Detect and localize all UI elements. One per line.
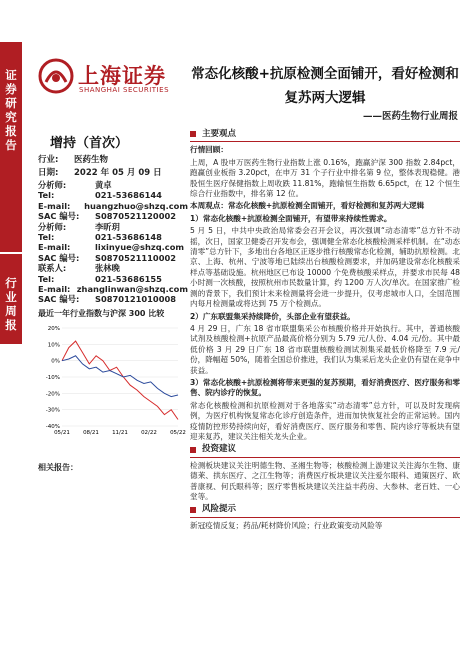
section-heading bbox=[190, 444, 460, 457]
analyst-value: zhanglinwan@shzq.com bbox=[76, 284, 188, 295]
section-heading-text: 风险提示 bbox=[202, 504, 237, 515]
meta-key: 日期: bbox=[38, 168, 59, 178]
analyst-key: 分析师: bbox=[38, 180, 67, 190]
section-paragraph: 新冠疫情反复；药品/耗材降价风险；行业政策变动风险等 bbox=[190, 520, 383, 530]
section-paragraph: 常态化核酸检测和抗原检测对于各地落实“动态清零”总方针，可以及时发现病例，为医疗机构恢复常态化诊疗创造条件，进而加快恢复社会的正常运转。国内疫情防控形势持续向好，看好消费医疗、医疗服务和零售、院内诊疗等板块有望迎来复苏，建议关注相关龙头企业。 bbox=[190, 400, 460, 441]
meta-row bbox=[38, 154, 178, 167]
analyst-key: SAC 编号: bbox=[38, 211, 80, 222]
sidebar-bottom-label: 行业周报 bbox=[5, 276, 17, 332]
analyst-row bbox=[38, 263, 188, 273]
meta-value: 2022 年 05 月 09 日 bbox=[74, 168, 162, 178]
chart-ytick-label: 10% bbox=[47, 342, 60, 349]
index-comparison-chart bbox=[38, 308, 184, 448]
chart-series-line bbox=[62, 341, 178, 419]
chart-ytick-label: -40% bbox=[45, 424, 60, 430]
shanghai-securities-logo-icon bbox=[38, 58, 74, 94]
analyst-key: Tel: bbox=[38, 273, 55, 284]
analyst-value: 张林晚 bbox=[95, 263, 120, 274]
analyst-row bbox=[38, 222, 188, 232]
report-title: 常态化核酸+抗原检测全面铺开，看好检测和复苏两大逻辑 bbox=[191, 66, 459, 106]
chart-xtick-label: 02/22 bbox=[141, 430, 157, 436]
main-content bbox=[190, 127, 460, 533]
section-paragraph: 4 月 29 日，广东 18 省市联盟集采公布核酸价格并开始执行。其中，普通核酸试剂及核酸检测+抗原产品最高价格分别为 5.79 元/人份、4.04 元/份。其中最低价格 3 月 29 日广东 18 省市联盟核酸检测试剂集采最低价格降至 7.9 元/份，降幅超 50%，随着全国总价推进，我们认为集采后龙头企业仍有望在竞争中获益。 bbox=[190, 323, 460, 375]
analyst-value: S0870121010008 bbox=[95, 294, 177, 305]
section-heading-text: 投资建议 bbox=[202, 444, 237, 455]
section-paragraph: 上周，A 股申万医药生物行业指数上涨 0.16%，跑赢沪深 300 指数 2.84pct，跑赢创业板指 3.20pct，在申万 31 个子行业中排名第 9 位，整体表现稳健。港股恒生医疗保健指数上周收跌 11.81%，跑输恒生指数 6.65pct，在 12 个恒生综合行业指数中，排名第 12 位。 bbox=[190, 157, 460, 199]
section-paragraph: 1）常态化核酸+抗原检测全面铺开，有望带来持续性需求。 bbox=[190, 213, 392, 223]
analyst-value: 021-53686144 bbox=[95, 190, 162, 201]
report-subtitle: ——医药生物行业周报 bbox=[362, 111, 458, 122]
sidebar bbox=[0, 0, 22, 670]
analyst-value: 021-53686155 bbox=[95, 273, 162, 284]
analyst-row bbox=[38, 180, 188, 190]
analyst-row bbox=[38, 294, 188, 304]
chart-xtick-label: 08/21 bbox=[83, 430, 99, 436]
analyst-value: lixinyue@shzq.com bbox=[95, 242, 185, 253]
chart-svg bbox=[38, 322, 184, 447]
section-paragraph: 2）广东联盟集采持续降价，头部企业有望获益。 bbox=[190, 311, 355, 321]
analyst-key: 分析师: bbox=[38, 221, 67, 232]
section-heading bbox=[190, 504, 460, 517]
section-marker-icon bbox=[190, 447, 196, 453]
report-meta bbox=[38, 154, 178, 180]
analyst-value: 李昕玥 bbox=[95, 221, 120, 232]
analyst-key: E-mail: bbox=[38, 200, 71, 211]
analyst-value: 021-53686148 bbox=[95, 232, 162, 243]
analyst-row bbox=[38, 274, 188, 284]
analyst-row bbox=[38, 242, 188, 252]
analyst-key: E-mail: bbox=[38, 284, 71, 295]
analyst-row bbox=[38, 211, 188, 221]
analyst-key: SAC 编号: bbox=[38, 252, 80, 263]
section-paragraph: 检测板块建议关注明德生物、圣湘生物等；核酸检测上游建议关注海尔生物、康德莱、拱东医疗、之江生物等；消费医疗板块建议关注爱尔眼科、通策医疗、欧普康视、何氏眼科等；医疗零售板块建议关注益丰药房、大参林、老百姓、一心堂等。 bbox=[190, 460, 460, 501]
chart-series-line bbox=[62, 356, 178, 397]
analyst-row bbox=[38, 190, 188, 200]
analyst-row bbox=[38, 284, 188, 294]
brand-name-cn: 上海证券 bbox=[78, 63, 166, 88]
section-marker-icon bbox=[190, 507, 196, 513]
sidebar-weekly bbox=[0, 252, 22, 344]
analyst-row bbox=[38, 253, 188, 263]
chart-ytick-label: -10% bbox=[45, 375, 60, 381]
analyst-key: Tel: bbox=[38, 232, 55, 243]
analyst-row bbox=[38, 201, 188, 211]
section-paragraph: 3）常态化核酸+抗原检测将带来更强的复苏预期，看好消费医疗、医疗服务和零售、院内诊疗的恢复。 bbox=[190, 377, 460, 398]
analyst-value: huangzhuo@shzq.com bbox=[84, 200, 188, 211]
related-reports-label: 相关报告： bbox=[38, 463, 78, 472]
analyst-key: SAC 编号: bbox=[38, 294, 80, 305]
chart-ytick-label: 20% bbox=[47, 326, 60, 332]
analyst-list bbox=[38, 180, 188, 305]
brand-name-en: SHANGHAI SECURITIES bbox=[79, 86, 170, 94]
analyst-value: S0870521110002 bbox=[95, 252, 177, 263]
analyst-key: E-mail: bbox=[38, 242, 71, 253]
analyst-value: 黄卓 bbox=[95, 180, 112, 190]
section-heading bbox=[190, 129, 460, 142]
chart-xtick-label: 05/22 bbox=[170, 430, 186, 436]
chart-ytick-label: -30% bbox=[45, 407, 60, 414]
chart-ytick-label: -20% bbox=[45, 391, 60, 398]
section-paragraph: 行情回顾： bbox=[190, 145, 228, 155]
chart-ytick-label: 0% bbox=[51, 358, 60, 365]
chart-title: 最近一年行业指数与沪深 300 比较 bbox=[38, 309, 165, 318]
rating: 增持（首次） bbox=[50, 136, 129, 151]
analyst-key: Tel: bbox=[38, 190, 55, 201]
section-paragraph: 5 月 5 日，中共中央政治局常委会召开会议，再次强调“动态清零”总方针不动摇，次日，国家卫健委召开发布会，强调健全常态化核酸检测采样机制。在“动态清零”总方针下，多地出台各地区正逐步推行核酸常态化检测，辅助抗原检测。北京、上海、杭州、宁波等地已陆续出台核酸检测要求，并加码建设常态化核酸采样点等基础设施。杭州地区已布设 10000 个免费核酸采样点，并要求市民每 48 小时测一次核酸，按照杭州市民数量计算，约 1200 万人次/单次。在国家推广检测的背景下，我们预计未来检测量将会进一步提升，仅考虑城市人口，全国范围内每月检测量或将达到 75 万个检测点。 bbox=[190, 226, 460, 309]
chart-xtick-label: 05/21 bbox=[54, 430, 70, 436]
analyst-value: S0870521120002 bbox=[95, 211, 177, 222]
analyst-row bbox=[38, 232, 188, 242]
meta-value: 医药生物 bbox=[74, 155, 109, 165]
section-paragraph: 本周观点：常态化核酸+抗原检测全面铺开，看好检测和复苏两大逻辑 bbox=[190, 201, 425, 211]
meta-key: 行业: bbox=[38, 155, 59, 165]
brand-logo bbox=[38, 58, 188, 98]
section-marker-icon bbox=[190, 131, 196, 137]
chart-xtick-label: 11/21 bbox=[112, 430, 128, 436]
meta-row bbox=[38, 167, 178, 180]
sidebar-top-label: 证券研究报告 bbox=[5, 68, 17, 152]
sidebar-report-type bbox=[0, 42, 22, 252]
section-heading-text: 主要观点 bbox=[202, 129, 237, 139]
analyst-key: 联系人: bbox=[38, 263, 67, 274]
